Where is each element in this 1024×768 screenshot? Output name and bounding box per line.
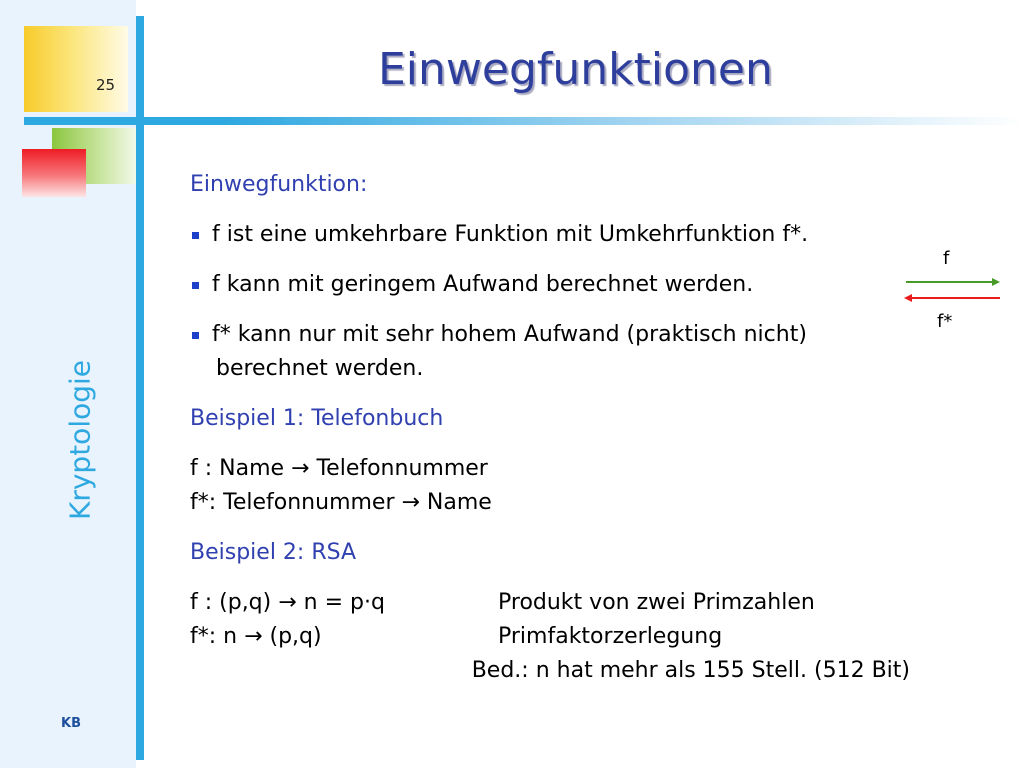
bullet-text: f ist eine umkehrbare Funktion mit Umkehrfunktion f*. xyxy=(212,222,809,247)
decor-yellow-square xyxy=(24,26,128,112)
example2-row xyxy=(190,620,910,654)
example2-note: Primfaktorzerlegung xyxy=(498,624,723,649)
bullet-text: f kann mit geringem Aufwand berechnet werden. xyxy=(212,272,754,297)
slide-number: 25 xyxy=(96,76,116,94)
slide-title: Einwegfunktionen xyxy=(378,44,773,95)
bullet-text: f* kann nur mit sehr hohem Aufwand (praktisch nicht) xyxy=(212,322,807,347)
bullet-item xyxy=(190,268,910,302)
example1-line: f*: Telefonnummer → Name xyxy=(190,490,492,515)
decor-red-square xyxy=(22,149,86,197)
example2-note: Bed.: n hat mehr als 155 Stell. (512 Bit) xyxy=(471,658,910,683)
example2-mapping: f : (p,q) → n = p·q xyxy=(190,590,385,615)
function-arrow-diagram xyxy=(900,248,1004,338)
bullet-item xyxy=(190,318,910,386)
example2-note: Produkt von zwei Primzahlen xyxy=(498,590,815,615)
inverse-arrow-icon xyxy=(904,294,1000,302)
author-initials: KB xyxy=(61,716,81,731)
example1-line: f : Name → Telefonnummer xyxy=(190,456,488,481)
bullet-text-continued: berechnet werden. xyxy=(216,356,424,381)
side-label: Kryptologie xyxy=(63,359,97,521)
bullet-square-icon xyxy=(192,232,199,239)
horizontal-divider xyxy=(24,117,1024,125)
example2-heading: Beispiel 2: RSA xyxy=(190,540,357,565)
example2-mapping: f*: n → (p,q) xyxy=(190,624,322,649)
example2-row xyxy=(190,654,910,688)
bullet-square-icon xyxy=(192,332,199,339)
forward-arrow-label: f xyxy=(943,248,950,269)
slide-content xyxy=(190,168,910,688)
example2-mapping xyxy=(190,654,472,688)
forward-arrow-icon xyxy=(906,278,1000,286)
bullet-square-icon xyxy=(192,282,199,289)
definition-heading: Einwegfunktion: xyxy=(190,172,368,197)
vertical-divider xyxy=(136,16,144,760)
bullet-item xyxy=(190,218,910,252)
example2-row xyxy=(190,586,910,620)
inverse-arrow-label: f* xyxy=(937,311,953,332)
example1-heading: Beispiel 1: Telefonbuch xyxy=(190,406,444,431)
